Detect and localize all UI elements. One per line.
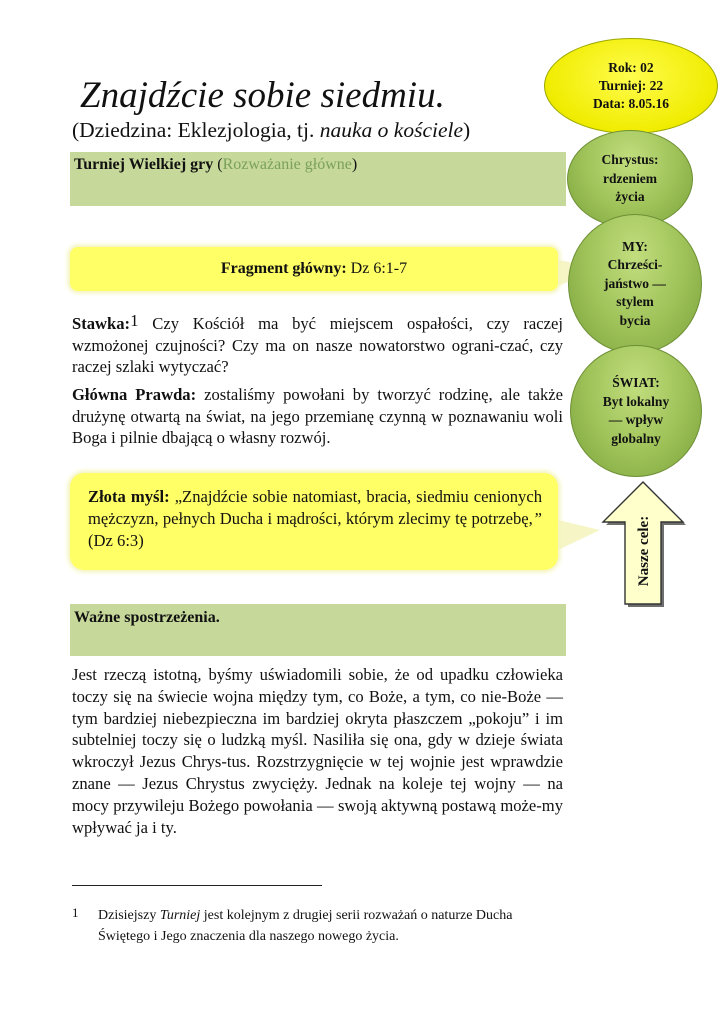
circle-chrystus-line1: Chrystus: — [601, 152, 659, 168]
prawda-label: Główna Prawda: — [72, 385, 197, 404]
prawda-text: zostaliśmy powołani by tworzyć rodzinę, ale także drużynę otwartą na świat, na jego przemianę czynną w poznawaniu woli Boga i pilnie dbającą o własny rozwój. — [72, 385, 563, 447]
page-title: Znajdźcie sobie siedmiu. — [80, 75, 445, 116]
circle-swiat — [570, 345, 702, 477]
golden-ref: (Dz 6:3) — [88, 531, 144, 550]
circle-swiat-line4: globalny — [611, 430, 661, 446]
meta-oval — [544, 38, 718, 134]
circle-my — [568, 214, 702, 354]
circle-my-line2: Chrześci- — [607, 257, 663, 273]
observations-label: Ważne spostrzeżenia. — [74, 609, 220, 626]
section-bar — [70, 152, 566, 206]
meta-data: Data: 8.05.16 — [592, 96, 670, 111]
circle-my-line1: MY: — [622, 238, 648, 254]
section-bar-bold: Turniej Wielkiej gry — [74, 156, 214, 173]
fragment-label: Fragment główny: — [220, 260, 347, 277]
stawka-text: Czy Kościół ma być miejscem ospałości, czy raczej wzmożonej czujności? Czy ma on nasze nowatorstwo ograni-czać, czy raczej szlaki wytyczać? — [72, 314, 563, 376]
circle-my-line5: bycia — [619, 312, 651, 328]
circle-swiat-line3: — wpływ — [608, 412, 664, 427]
page-subtitle — [72, 118, 470, 143]
observations-bar — [70, 604, 566, 656]
section-bar-open: ( — [213, 156, 223, 173]
stawka-paragraph — [72, 310, 563, 378]
circle-swiat-line1: ŚWIAT: — [612, 375, 660, 390]
subtitle-suffix: ) — [463, 118, 471, 142]
footnote-ref[interactable]: 1 — [130, 311, 139, 330]
footnote-post: jest kolejnym z drugiej serii rozważań o naturze Ducha Świętego i Jego znaczenia dla naszego nowego życia. — [98, 908, 513, 944]
fragment-ref: Dz 6:1-7 — [346, 260, 408, 277]
circle-swiat-line2: Byt lokalny — [602, 393, 670, 409]
circle-my-line3: jaństwo — — [604, 275, 666, 291]
body-text: Jest rzeczą istotną, byśmy uświadomili sobie, że od upadku człowieka toczy się na świecie wojna między tym, co Boże, a tym, co nie-Boże — tym bardziej niebezpieczna im bardziej okryta płaszczem „pokoju” i im subtelniej toczy się o ludzką myśl. Nasiliła się ona, gdy w dzieje świata wkroczył Jezus Chrys-tus. Rozstrzygnięcie w tej wojnie jest wprawdzie znane — Jezus Chrystus zwycięży. Jednak na koleje tej wojny — na mocy przywileju Bożego powołania — swoją aktywną postawą może-my wpływać ja i ty. — [72, 665, 563, 837]
golden-thought-box — [70, 473, 558, 570]
section-bar-close: ) — [351, 156, 358, 173]
footnote-divider — [72, 885, 322, 886]
footnote-number: 1 — [72, 905, 79, 920]
circle-my-line4: stylem — [616, 294, 654, 310]
footnote — [72, 905, 564, 947]
circle-chrystus-line2: rdzeniem — [603, 170, 657, 186]
section-bar-label — [74, 156, 357, 174]
footnote-italic: Turniej — [159, 908, 201, 923]
prawda-paragraph — [72, 384, 563, 449]
golden-text: „Znajdźcie sobie natomiast, bracia, siedmiu cenionych mężczyzn, pełnych Ducha i mądrości, którym zlecimy tę potrzebę, — [88, 487, 542, 528]
stawka-label: Stawka: — [72, 314, 131, 333]
meta-turniej: Turniej: 22 — [598, 78, 664, 93]
circle-chrystus-line3: życia — [615, 189, 645, 205]
golden-quote-end: ” — [532, 509, 542, 528]
golden-label: Złota myśl: — [88, 487, 170, 506]
footnote-pre: Dzisiejszy — [98, 908, 160, 923]
fragment-box — [70, 247, 558, 291]
subtitle-italic: nauka o kościele — [319, 118, 464, 142]
meta-rok: Rok: 02 — [608, 60, 654, 75]
section-bar-green: Rozważanie główne — [222, 156, 352, 173]
arrow-label: Nasze cele: — [636, 515, 652, 587]
subtitle-prefix: (Dziedzina: Eklezjologia, tj. — [72, 118, 320, 142]
